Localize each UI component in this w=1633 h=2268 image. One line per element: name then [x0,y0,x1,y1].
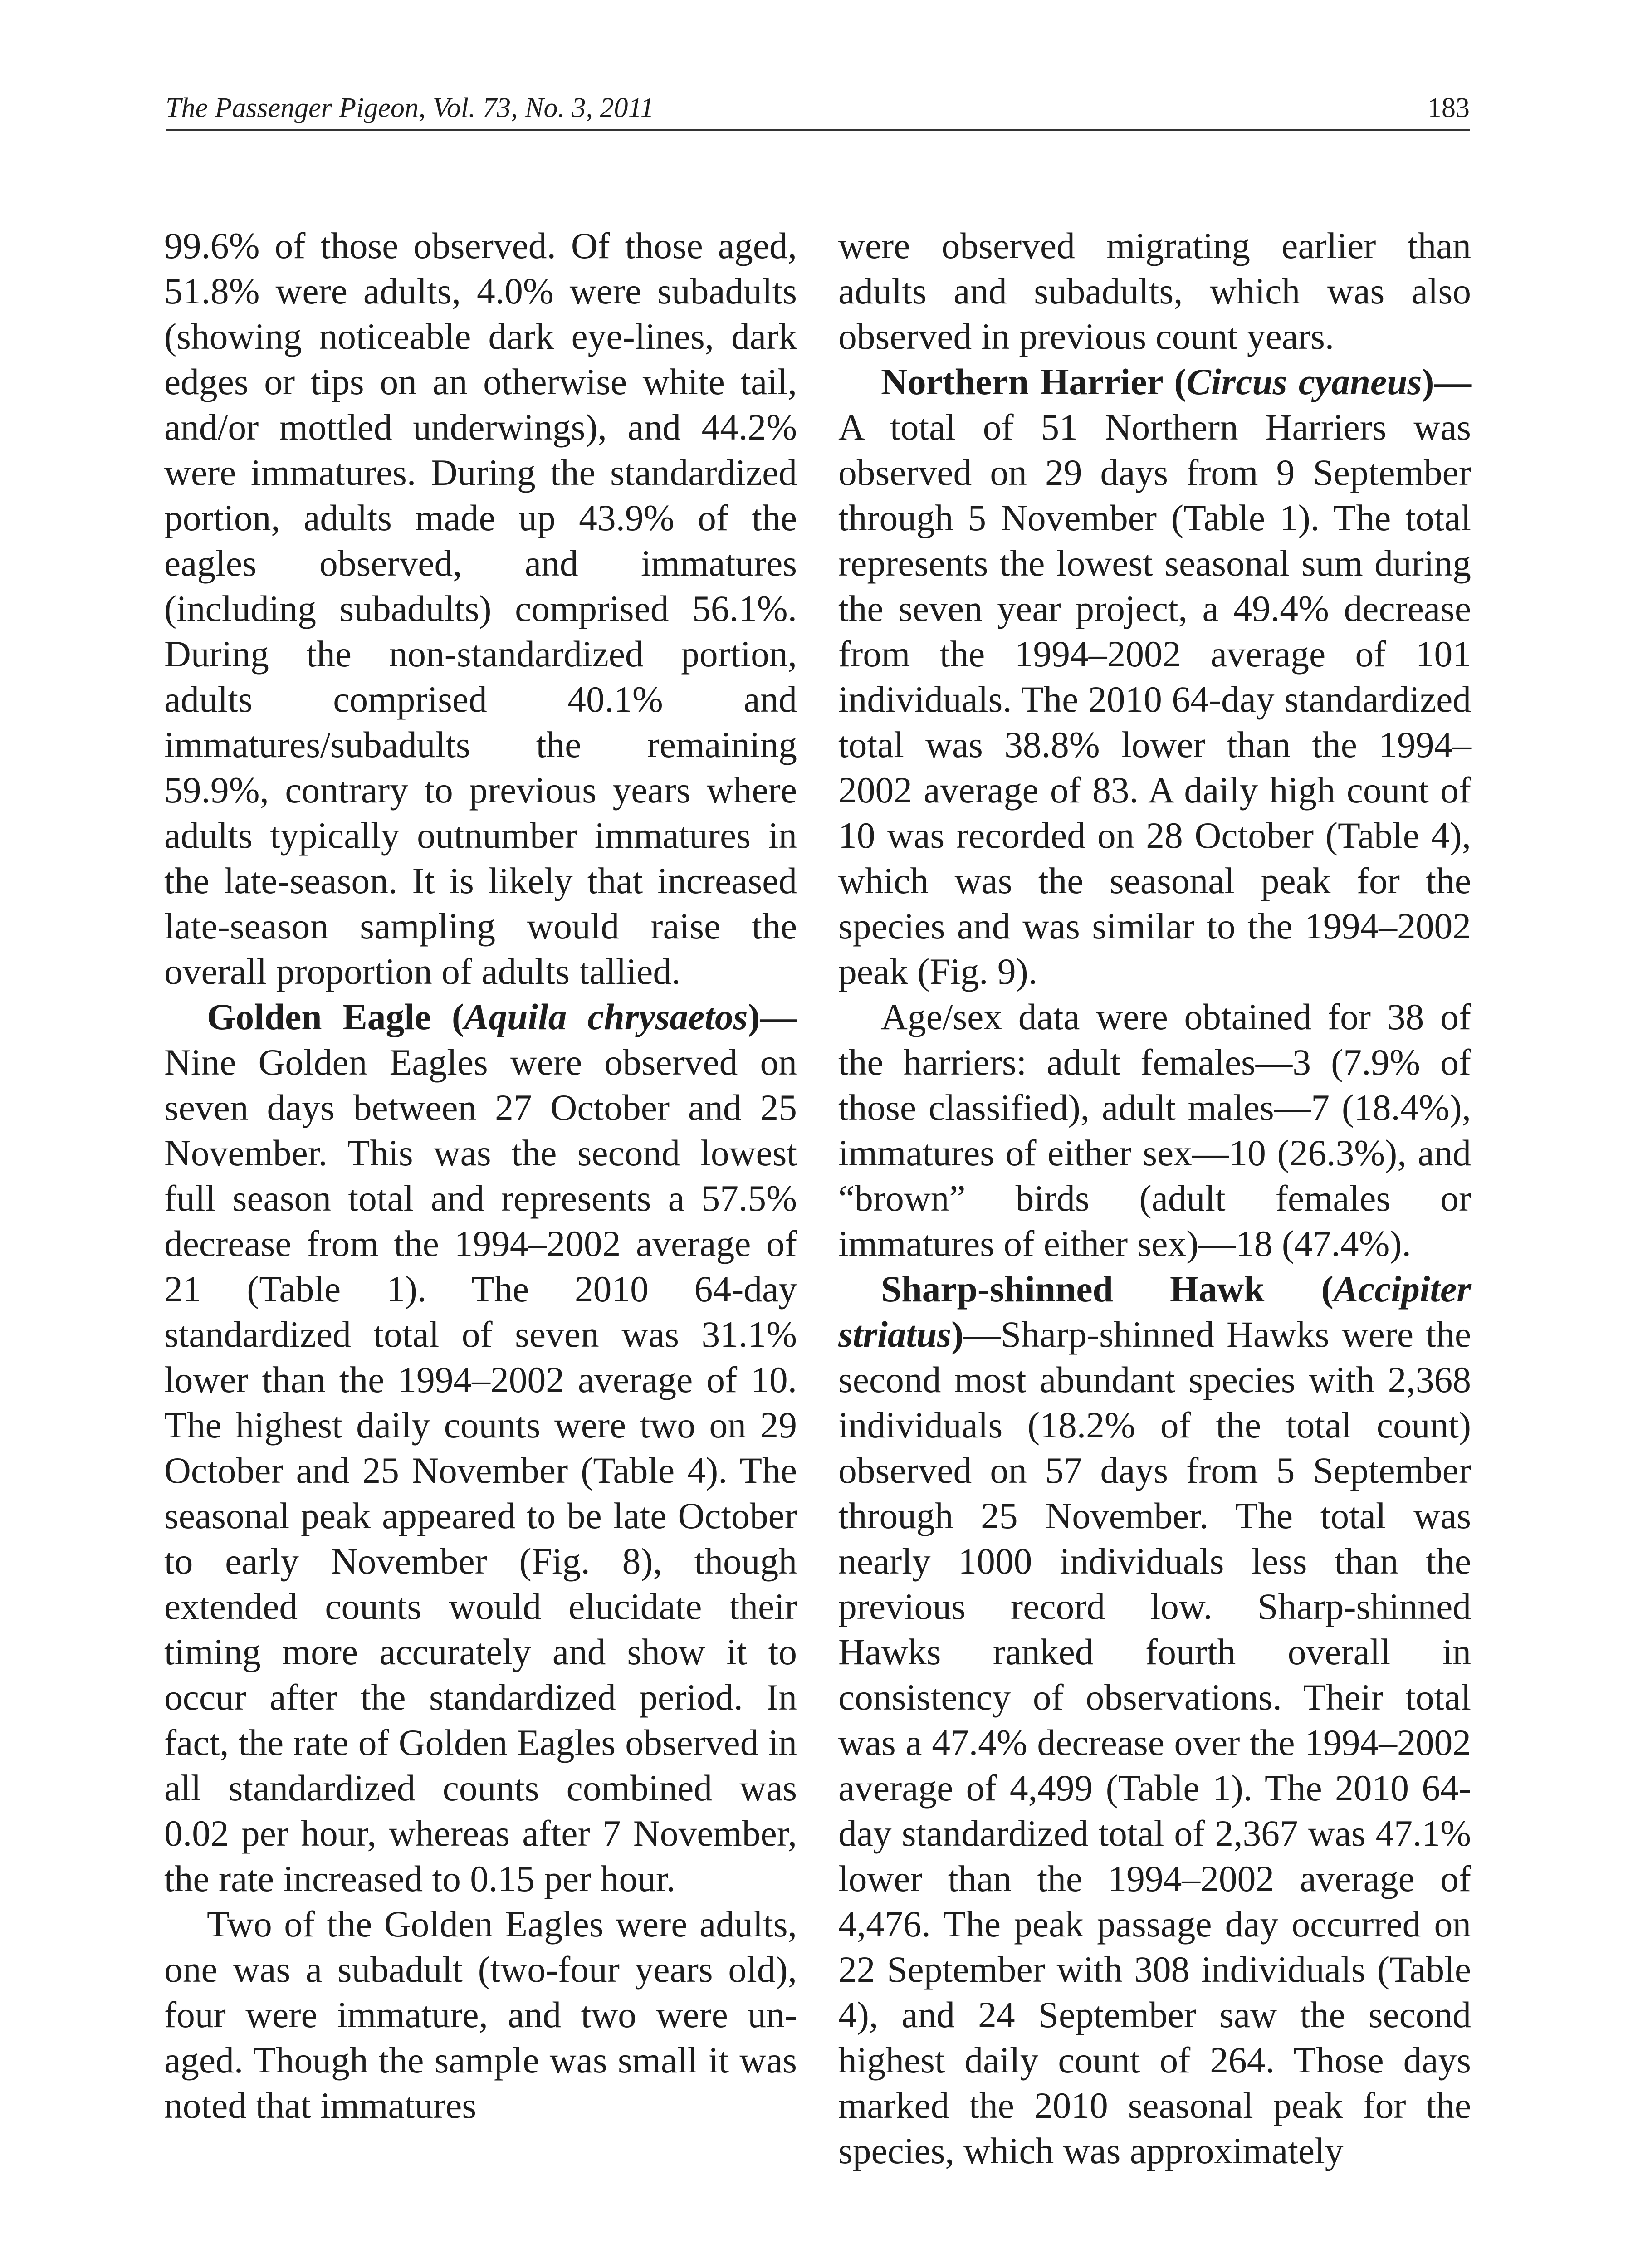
paragraph-golden-eagle [164,994,797,1901]
species-name-golden-eagle: Golden Eagle ( [207,996,464,1037]
paragraph-golden-eagle-continued: were observed migrating earlier than adults and subadults, which was also observed in previous count years. [838,225,1471,357]
paragraph-northern-harrier [838,359,1471,994]
species-name-northern-harrier: Northern Harrier ( [881,361,1187,402]
paragraph-harrier-age-sex: Age/sex data were obtained for 38 of the harriers: adult females—3 (7.9% of those classified), adult males—7 (18.4%), immatures of either sex—10 (26.3%), and “brown” birds (adult females or immatures of either sex)—18 (47.4%). [838,996,1471,1264]
northern-harrier-text: A total of 51 Northern Harriers was observed on 29 days from 9 September through 5 November (Table 1). The total represents the lowest seasonal sum during the seven year project, a 49.4% decrease from the 1994–2002 average of 101 individuals. The 2010 64-day standardized total was 38.8% lower than the 1994–2002 average of 83. A daily high count of 10 was recorded on 28 October (Table 4), which was the seasonal peak for the species and was similar to the 1994–2002 peak (Fig. 9). [838,406,1471,992]
running-head [166,84,1470,131]
paragraph-golden-eagle-ages: Two of the Golden Eagles were adults, one was a subadult (two-four years old), four were immature, and two were un-aged. Though the sample was small it was noted that immatures [164,1903,797,2126]
species-name-close: )— [1422,361,1471,402]
page-number: 183 [1428,93,1470,123]
right-column [838,223,1471,2174]
golden-eagle-text: Nine Golden Eagles were observed on seven days between 27 October and 25 November. This was the second lowest full season total and represents a 57.5% decrease from the 1994–2002 average of 21 (Table 1). The 2010 64-day standardized total of seven was 31.1% lower than the 1994–2002 average of 10. The highest daily counts were two on 29 October and 25 November (Table 4). The seasonal peak appeared to be late October to early November (Fig. 8), though extended counts would elucidate their timing more accurately and show it to occur after the standardized period. In fact, the rate of Golden Eagles observed in all standardized counts combined was 0.02 per hour, whereas after 7 November, the rate increased to 0.15 per hour. [164,1041,797,1899]
species-name-close: )— [748,996,797,1037]
paragraph-bald-eagle-continued: 99.6% of those observed. Of those aged, 51.8% were adults, 4.0% were subadults (showing noticeable dark eye-lines, dark edges or tips on an otherwise white tail, and/or mottled underwings), and 44.2% were immatures. During the standardized portion, adults made up 43.9% of the eagles observed, and immatures (including subadults) comprised 56.1%. During the non-standardized portion, adults comprised 40.1% and immatures/subadults the remaining 59.9%, contrary to previous years where adults typically outnumber immatures in the late-season. It is likely that increased late-season sampling would raise the overall proportion of adults tallied. [164,225,797,992]
journal-title: The Passenger Pigeon, Vol. 73, No. 3, 2011 [166,93,654,123]
scientific-name-accipiter-striatus: Accipiter striatus [838,1268,1471,1355]
species-name-sharp-shinned-hawk: Sharp-shinned Hawk ( [881,1268,1334,1310]
scientific-name-aquila-chrysaetos: Aquila chrysaetos [464,996,748,1037]
sharp-shinned-hawk-text: Sharp-shinned Hawks were the second most abundant species with 2,368 individuals (18.2% of the total count) observed on 57 days from 5 September through 25 November. The total was nearly 1000 individuals less than the previous record low. Sharp-shinned Hawks ranked fourth overall in consistency of observations. Their total was a 47.4% decrease over the 1994–2002 average of 4,499 (Table 1). The 2010 64-day standardized total of 2,367 was 47.1% lower than the 1994–2002 average of 4,476. The peak passage day occurred on 22 September with 308 individuals (Table 4), and 24 September saw the second highest daily count of 264. Those days marked the 2010 seasonal peak for the species, which was approximately [838,1314,1471,2171]
left-column [164,223,797,2128]
scientific-name-circus-cyaneus: Circus cyaneus [1186,361,1422,402]
paragraph-sharp-shinned-hawk [838,1266,1471,2174]
species-name-close: )— [951,1314,1001,1355]
